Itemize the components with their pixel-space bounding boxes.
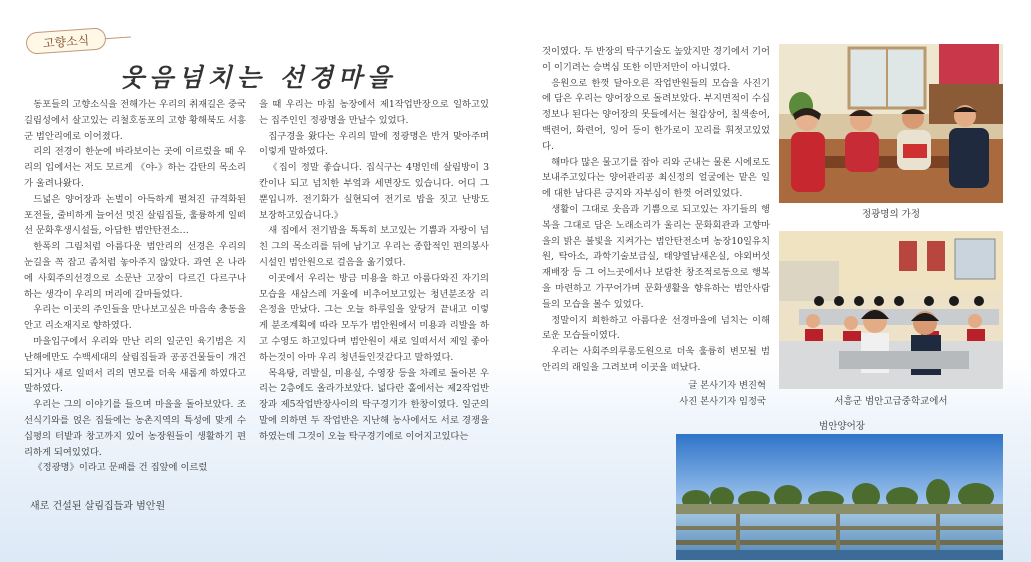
paragraph: 《정광명》이라고 문패를 건 집앞에 이르렀: [33, 462, 208, 474]
paragraph: 을 때 우리는 마침 농장에서 제1작업반장으로 일하고있는 집주인인 정광명을 만날수 있었다.: [259, 99, 489, 126]
paragraph: 것이였다. 두 반장의 탁구기술도 높았지만 경기에서 기어이 이기려는 승벽심 또한 이만저만이 아니였다.: [542, 46, 770, 73]
paragraph: 우리는 이곳의 주인들을 만나보고싶은 마음속 충동을 안고 리소재지로 향하였다.: [24, 304, 246, 332]
paragraph: 우리는 그의 이야기를 들으며 마을을 돌아보았다. 조선식기와를 얹은 집들에는 농촌지역의 특성에 맞게 수십평의 터밭과 창고까지 있어 농장원들이 생활하기 편리하게 되여있었다.: [24, 399, 246, 458]
paragraph: 응원으로 한껏 달아오른 작업반원들의 모습을 사진기에 담은 우리는 양어장으로 돌려보았다. 부지면적이 수십정보나 된다는 양어장의 못들에서는 철갑상어, 칠색송어, 백련어, 화련어, 잉어 등이 한가로이 꼬리를 휘젓고있었다.: [542, 77, 770, 152]
article-column-3: [542, 44, 770, 376]
paragraph: 리의 전경이 한눈에 바라보이는 곳에 이르렀을 때 우리의 입에서는 저도 모르게 《야-》하는 감탄의 목소리가 울려나왔다.: [24, 146, 246, 189]
paragraph: 생활이 그대로 웃음과 기쁨으로 되고있는 자기들의 행복을 그대로 담은 노래소리가 울리는 문화회관과 고향마을의 밝은 불빛을 지켜가는 범안탄전소며 농장10일유치원, 탁아소, 과학기술보급실, 태양열남새온실, 야외버섯재배장 등 그 어느곳에서나 보람찬 창조적로동으로 행복을 마련하고 가꾸어가며 문화생활을 향유하는 범안사람들의 모습을 볼수 있었다.: [542, 203, 770, 310]
family-photo-caption: 정광명의 가정: [861, 209, 921, 220]
paragraph: 동포들의 고향소식을 전해가는 우리의 취재길은 중국 길림성에서 살고있는 리철호동포의 고향 황해북도 서흥군 범안리에로 이어졌다.: [24, 99, 246, 142]
fishfarm-photo: [676, 434, 1003, 560]
classroom-photo: [779, 231, 1003, 389]
paragraph: 이곳에서 우리는 방금 미용을 하고 아름다와진 자기의 모습을 새삼스레 거울에 비추어보고있는 청년분조장 리은정을 만났다. 그는 오늘 하루일을 앞당겨 끝내고 이렇게 분조계획에 따라 모두가 범안원에서 미용과 리발을 하고 수영도 하고있다며 범안원이 새로 일떠서서 제일 좋아하는것이 아마 우리 청년들인것같다고 말하였다.: [259, 272, 489, 363]
paragraph: 드넓은 양어장과 논벌이 아득하게 펼쳐진 규격화된 포전들, 줄비하게 늘어선 멋진 살림집들, 훌륭하게 일떠선 문화후생시설들, 아담한 범안탄전소…: [24, 193, 246, 237]
article-column-2: [259, 97, 489, 445]
fishfarm-photo-caption: 범안양어장: [819, 421, 865, 432]
paragraph: 마을입구에서 우리와 만난 리의 일군인 육기범은 지난해에만도 수백세대의 살림집들과 공공건물들이 개건되거나 새로 일떠서 리의 면모를 더욱 새롭게 하였다고 말하였다.: [24, 335, 246, 395]
paragraph: 새 집에서 전기밥을 톡톡히 보고있는 기쁨과 자랑이 넘친 그의 목소리를 뒤에 남기고 우리는 종합적인 편의봉사시설인 범안원으로 걸음을 옮기였다.: [259, 225, 489, 268]
section-tag: 고향소식: [25, 27, 106, 55]
byline-photographer: 사진 본사기자 임정국: [679, 395, 766, 407]
paragraph: 집구경을 왔다는 우리의 말에 정광명은 반겨 맞아주며 이렇게 말하였다.: [259, 130, 489, 158]
paragraph: 목욕탕, 리발실, 미용실, 수영장 등을 차례로 돌아본 우리는 2층에도 올라가보았다. 넓다란 홀에서는 제2작업반장과 제5작업반장사이의 탁구경기가 한창이였다. 일군의 말에 의하면 두 작업반은 지난해 농사에서도 서로 경쟁을 하였는데 그것이 오늘 탁구경기에로 이어지고있다는: [259, 367, 489, 442]
byline-writer: 글 본사기자 변진혁: [688, 380, 766, 391]
article-column-1: [24, 97, 246, 476]
paragraph: 우리는 사회주의루롱도원으로 더욱 훌륭히 변모될 범안리의 래일을 그려보며 이곳을 떠났다.: [542, 346, 770, 373]
page-title: 웃음넘치는 선경마을: [120, 63, 397, 92]
paragraph: 해마다 많은 물고기를 잡아 리와 군내는 물론 시에로도 보내주고있다는 양어관리공 최신정의 얼굴에는 맡은 일에 대한 남다른 긍지와 자부심이 한껏 어려있었다.: [542, 156, 770, 200]
houses-photo-caption: 새로 건설된 살림집들과 범안원: [30, 501, 166, 512]
paragraph: 《집이 정말 좋습니다. 집식구는 4명인데 살림방이 3칸이나 되고 넘치한 부엌과 세면장도 있습니다. 어디 그뿐입니까. 전기화가 실현되여 전기로 밥을 짓고 난방도 보장하고있습니다.》: [259, 162, 489, 221]
paragraph: 정말이지 희한하고 아름다운 선경마을에 넘치는 이해로운 모습들이였다.: [542, 314, 770, 342]
paragraph: 한폭의 그림처럼 아름다운 범안리의 선경은 우리의 눈길을 꼭 잡고 좀처럼 놓아주지 않았다. 과연 온 나라에 사회주의선경으로 소문난 고장이 다르긴 다르구나 하는 생각이 우리의 머리에 갈마들었다.: [24, 241, 246, 300]
family-photo: [779, 44, 1003, 203]
school-photo-caption: 서흥군 범안고급중학교에서: [834, 396, 948, 407]
byline: [542, 378, 770, 410]
